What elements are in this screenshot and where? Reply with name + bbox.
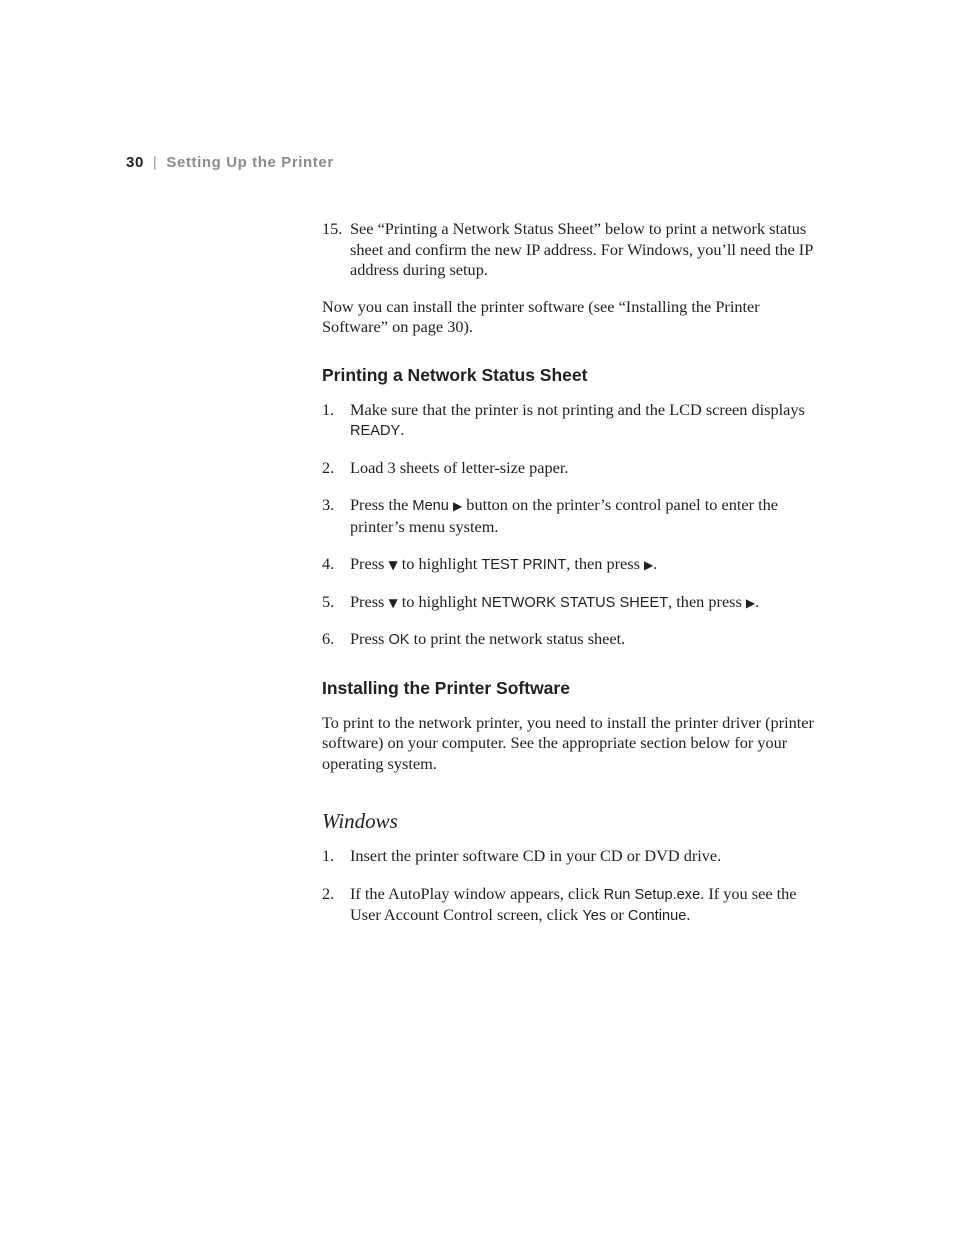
list-item-step-1 xyxy=(322,400,828,442)
page-number: 30 xyxy=(126,154,144,171)
list-item-step-6 xyxy=(322,629,828,651)
step-text: , then press xyxy=(668,591,746,611)
step-text: Press the xyxy=(350,495,413,514)
run-setup-label: Run Setup.exe xyxy=(603,886,701,903)
section-heading-installing-software: Installing the Printer Software xyxy=(322,677,570,698)
step-text: to highlight xyxy=(397,591,482,611)
menu-label-network-status-sheet: NETWORK STATUS SHEET xyxy=(481,594,669,611)
subheading-windows: Windows xyxy=(322,809,398,833)
continue-button-label: Continue xyxy=(627,908,687,924)
step-text: Insert the printer software CD in your CD or DVD drive. xyxy=(350,846,722,865)
right-arrow-icon: ▶ xyxy=(453,499,463,513)
list-item-windows-step-1 xyxy=(322,846,828,867)
page-content xyxy=(322,219,828,927)
step-text: button on the printer’s control panel to enter the printer’s menu system. xyxy=(350,495,778,536)
intro-paragraph: Now you can install the printer software (see “Installing the Printer Software” on page 30). xyxy=(322,296,760,336)
step-number: 4. xyxy=(322,554,335,573)
step-text: Make sure that the printer is not printing and the LCD screen displays xyxy=(350,399,805,419)
right-arrow-icon: ▶ xyxy=(644,558,654,572)
down-arrow-icon: ▼ xyxy=(388,558,398,572)
running-header xyxy=(126,154,334,171)
list-item-step-5 xyxy=(322,592,828,614)
chapter-title: Setting Up the Printer xyxy=(166,154,334,171)
menu-label-test-print: TEST PRINT xyxy=(481,557,567,573)
section-heading-network-status: Printing a Network Status Sheet xyxy=(322,364,588,385)
step-text: to print the network status sheet. xyxy=(409,629,626,648)
step-text: . If you see the User Account Control screen, click xyxy=(350,883,797,924)
step-text: Press xyxy=(350,629,389,648)
step-text: If the AutoPlay window appears, click xyxy=(350,883,604,903)
step-number: 3. xyxy=(322,495,335,514)
step-number: 2. xyxy=(322,883,335,903)
down-arrow-icon: ▼ xyxy=(388,595,398,610)
step-number: 2. xyxy=(322,457,335,477)
step-number: 1. xyxy=(322,399,335,419)
step-text: . xyxy=(400,420,405,439)
menu-button-label: Menu xyxy=(412,498,449,514)
step-text: Press xyxy=(350,591,389,611)
yes-button-label: Yes xyxy=(582,908,607,924)
list-item-step-15 xyxy=(322,219,828,281)
step-text: . xyxy=(755,591,760,611)
lcd-label-ready: READY xyxy=(350,423,401,439)
list-item-step-2 xyxy=(322,458,828,479)
step-number: 1. xyxy=(322,846,335,865)
list-item-step-4 xyxy=(322,554,828,576)
step-text: See “Printing a Network Status Sheet” below to print a network status sheet and confirm the new IP address. For Windows, you’ll need the IP address during setup. xyxy=(350,219,813,279)
ok-button-label: OK xyxy=(388,632,410,648)
step-number: 6. xyxy=(322,629,335,648)
step-number: 5. xyxy=(322,591,335,611)
step-number: 15. xyxy=(322,219,343,238)
list-item-windows-step-2 xyxy=(322,884,828,927)
list-item-step-3 xyxy=(322,495,828,537)
step-text: Press xyxy=(350,554,389,573)
header-separator: | xyxy=(152,154,158,171)
step-text: or xyxy=(606,905,628,924)
install-paragraph: To print to the network printer, you need to install the printer driver (printer software) on your computer. See the appropriate section below for your operating system. xyxy=(322,712,814,773)
step-text: to highlight xyxy=(397,554,482,573)
step-text: , then press xyxy=(566,554,645,573)
right-arrow-icon: ▶ xyxy=(745,595,756,610)
step-text: . xyxy=(653,554,658,573)
step-text: Load 3 sheets of letter-size paper. xyxy=(350,457,569,477)
step-text: . xyxy=(686,905,691,924)
